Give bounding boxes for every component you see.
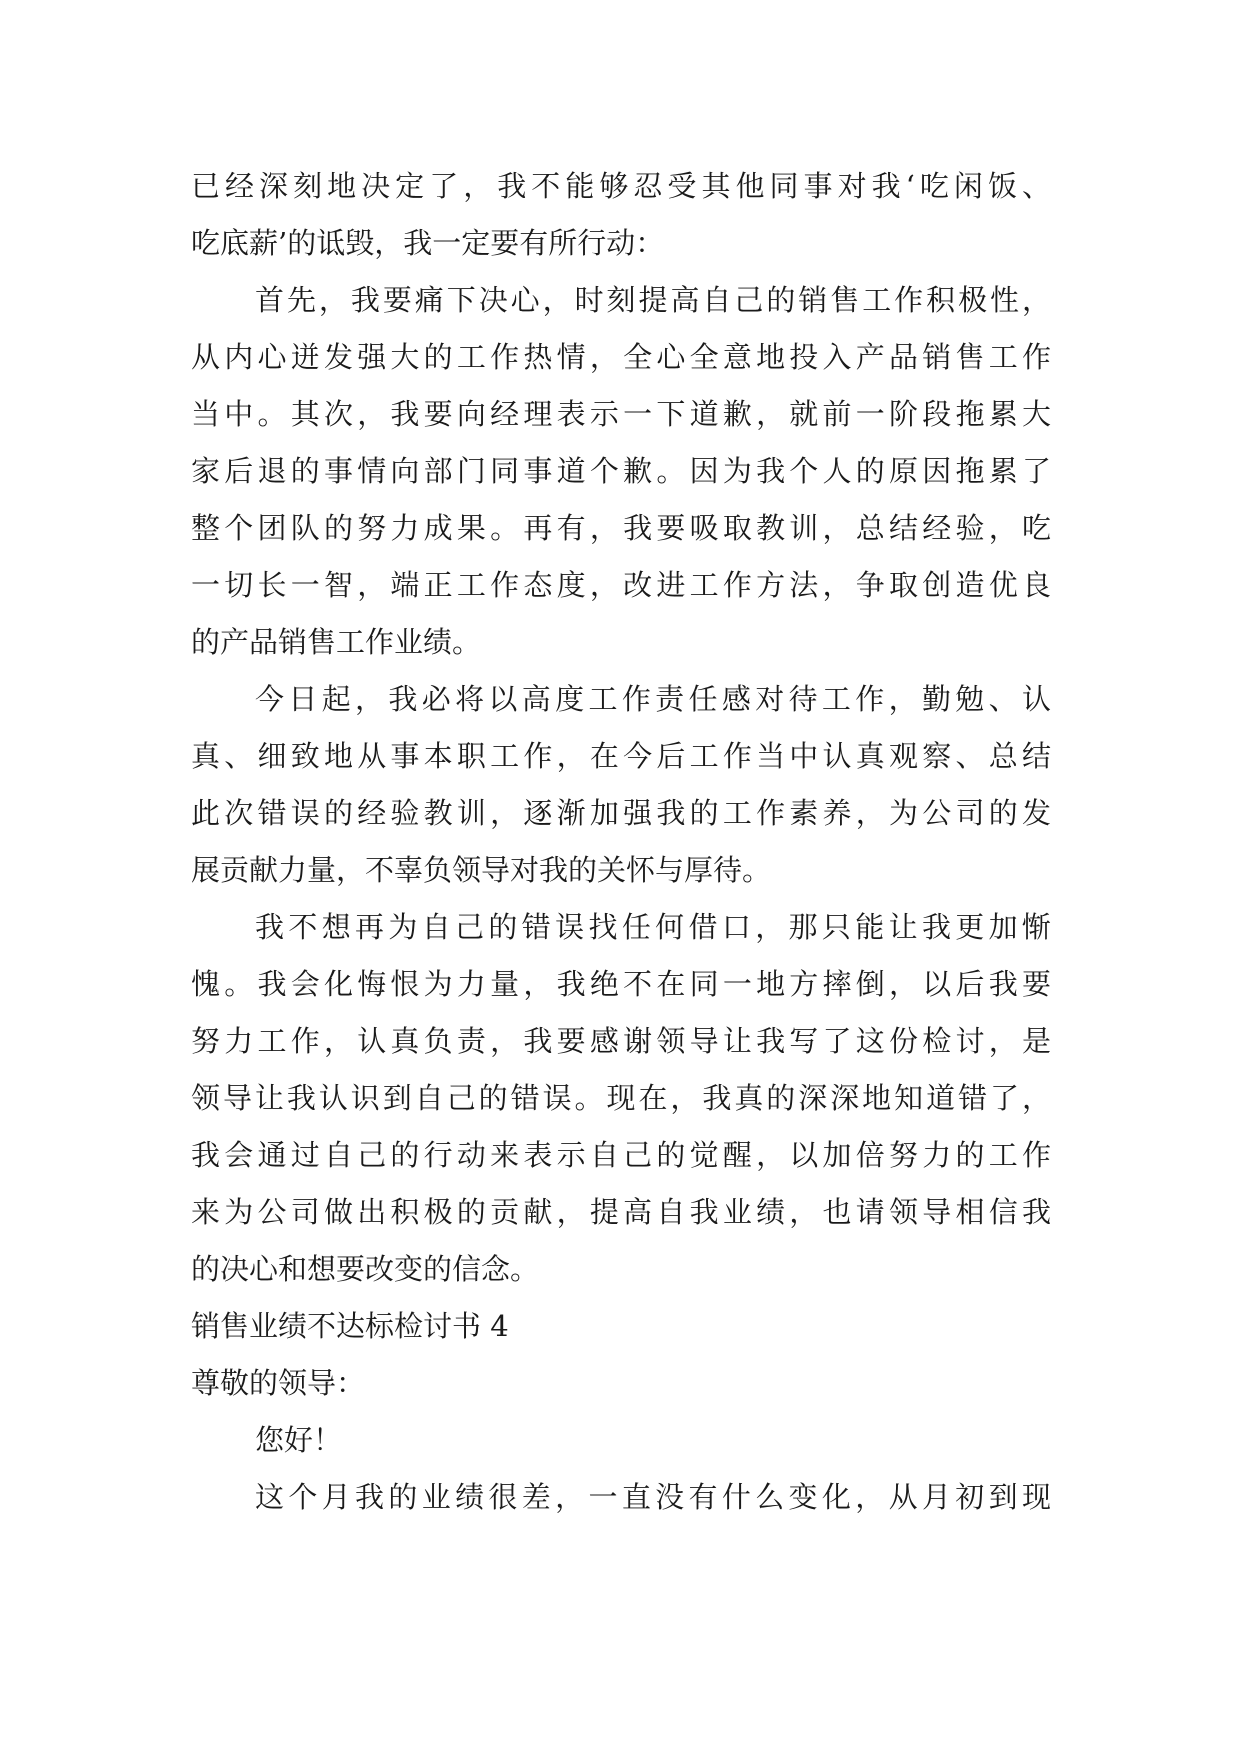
text-line: 的决心和想要改变的信念。 [191,1252,540,1286]
salutation [191,1355,1051,1412]
text-line: 已经深刻地决定了，我不能够忍受其他同事对我‘吃闲饭、 [191,169,1051,203]
text-line: 今日起，我必将以高度工作责任感对待工作，勤勉、认 [255,682,1051,716]
text-line: 愧。我会化悔恨为力量，我绝不在同一地方摔倒，以后我要 [191,967,1051,1001]
text-line: 来为公司做出积极的贡献，提高自我业绩，也请领导相信我 [191,1195,1051,1229]
text-line: 的产品销售工作业绩。 [191,625,482,659]
text-line: 当中。其次，我要向经理表示一下道歉，就前一阶段拖累大 [191,397,1051,431]
text-line: 销售业绩不达标检讨书 4 [191,1309,509,1343]
paragraph-this-month [191,1469,1051,1526]
text-line: 此次错误的经验教训，逐渐加强我的工作素养，为公司的发 [191,796,1051,830]
text-line: 您好！ [255,1423,343,1457]
text-line: 一切长一智，端正工作态度，改进工作方法，争取创造优良 [191,568,1051,602]
text-line: 吃底薪’的诋毁，我一定要有所行动： [191,226,665,260]
section-heading [191,1298,1051,1355]
text-line: 领导让我认识到自己的错误。现在，我真的深深地知道错了， [191,1081,1051,1115]
text-line: 我会通过自己的行动来表示自己的觉醒，以加倍努力的工作 [191,1138,1051,1172]
greeting [191,1412,1051,1469]
text-line: 首先，我要痛下决心，时刻提高自己的销售工作积极性， [255,283,1051,317]
text-line: 尊敬的领导： [191,1366,366,1400]
text-line: 真、细致地从事本职工作，在今后工作当中认真观察、总结 [191,739,1051,773]
document-body [191,158,1051,1526]
text-line: 我不想再为自己的错误找任何借口，那只能让我更加惭 [255,910,1051,944]
text-line: 展贡献力量，不辜负领导对我的关怀与厚待。 [191,853,772,887]
text-line: 努力工作，认真负责，我要感谢领导让我写了这份检讨，是 [191,1024,1051,1058]
paragraph-first-actions [191,272,1051,671]
paragraph-no-excuses [191,899,1051,1298]
paragraph-intro-end [191,158,1051,272]
text-line: 整个团队的努力成果。再有，我要吸取教训，总结经验，吃 [191,511,1051,545]
paragraph-from-today [191,671,1051,899]
text-line: 这个月我的业绩很差，一直没有什么变化，从月初到现 [255,1480,1051,1514]
text-line: 家后退的事情向部门同事道个歉。因为我个人的原因拖累了 [191,454,1051,488]
text-line: 从内心迸发强大的工作热情，全心全意地投入产品销售工作 [191,340,1051,374]
